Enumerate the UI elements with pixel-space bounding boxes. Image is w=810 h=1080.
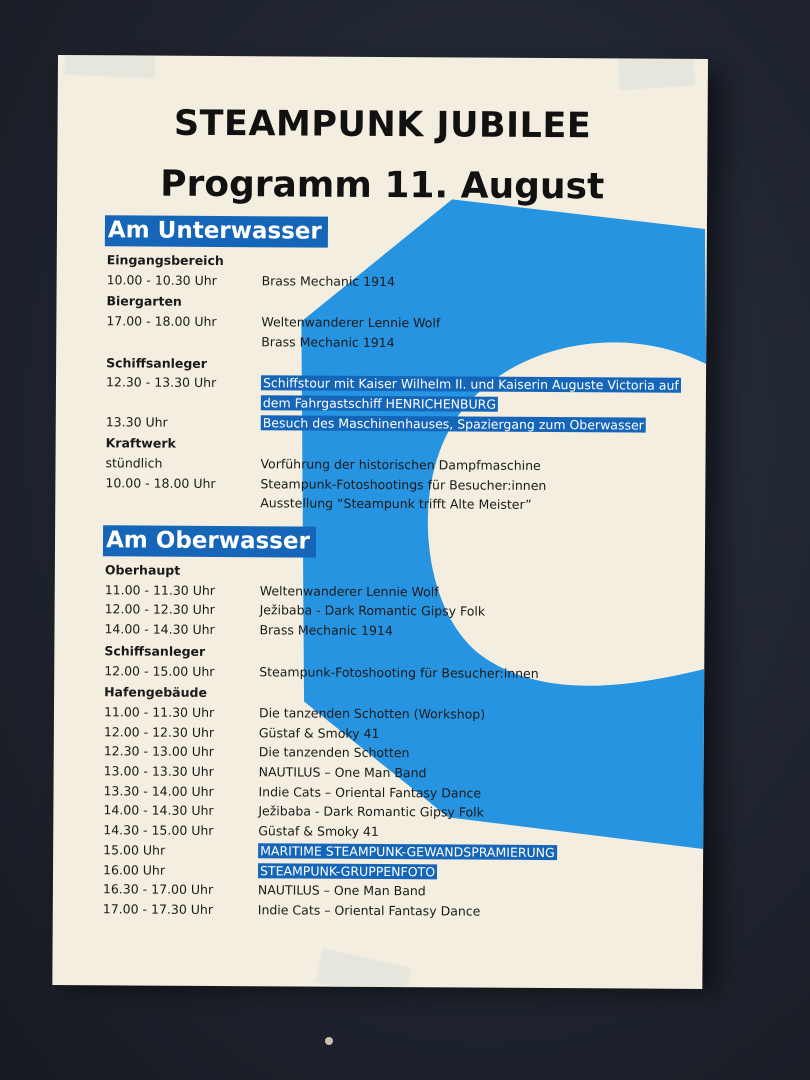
time-label: 12.30 - 13.30 Uhr — [105, 374, 217, 391]
section-heading: Am Unterwasser — [105, 215, 328, 247]
time-label: 12.00 - 12.30 Uhr — [104, 601, 215, 618]
time-label: 11.00 - 11.30 Uhr — [104, 581, 215, 598]
event-text: Güstaf & Smoky 41 — [258, 724, 380, 741]
location-label: Kraftwerk — [105, 435, 176, 452]
event-label — [259, 745, 410, 762]
time-label: 13.30 - 14.00 Uhr — [103, 782, 214, 799]
event-text: Steampunk-Fotoshooting für Besucher:innen — [259, 663, 539, 681]
time-label: 16.00 Uhr — [102, 861, 166, 878]
event-label — [261, 314, 440, 331]
tape-top-right — [617, 55, 696, 91]
event-label — [259, 705, 485, 722]
time-label: 15.00 Uhr — [103, 842, 166, 858]
event-text: Die tanzenden Schotten (Workshop) — [258, 705, 486, 722]
event-text: Brass Mechanic 1914 — [261, 334, 395, 350]
event-text: Steampunk-Fotoshootings für Besucher:innen — [260, 475, 547, 493]
event-label — [258, 823, 379, 840]
event-label — [260, 603, 486, 620]
event-text: Weltenwanderer Lennie Wolf — [259, 582, 439, 600]
time-label: 11.00 - 11.30 Uhr — [103, 704, 215, 720]
event-text: STEAMPUNK-GRUPPENFOTO — [259, 862, 436, 879]
time-label: 16.30 - 17.00 Uhr — [102, 881, 214, 898]
event-text: NAUTILUS – One Man Band — [257, 882, 426, 899]
time-label: 13.00 - 13.30 Uhr — [103, 763, 214, 779]
time-label: 17.00 - 17.30 Uhr — [102, 901, 214, 917]
event-text: NAUTILUS – One Man Band — [258, 764, 427, 781]
event-text: Brass Mechanic 1914 — [261, 272, 396, 289]
event-text: Besuch des Maschinenhauses, Spaziergang zum Oberwasser — [262, 414, 644, 433]
event-label — [258, 784, 481, 801]
event-label — [260, 456, 540, 474]
time-label: 14.00 - 14.30 Uhr — [104, 621, 215, 638]
time-label: 14.00 - 14.30 Uhr — [103, 802, 214, 819]
event-label — [260, 583, 439, 600]
event-text: Ježibaba - Dark Romantic Gipsy Folk — [258, 803, 484, 821]
location-label: Schiffsanleger — [106, 354, 208, 371]
event-text: Ausstellung “Steampunk trifft Alte Meister” — [260, 495, 532, 513]
event-text: Güstaf & Smoky 41 — [258, 823, 379, 840]
location-label: Oberhaupt — [104, 562, 181, 578]
event-label — [258, 804, 484, 821]
pin — [325, 1037, 333, 1045]
event-text: Indie Cats – Oriental Fantasy Dance — [258, 783, 482, 801]
location-label: Eingangsbereich — [106, 252, 224, 269]
time-label: 14.30 - 15.00 Uhr — [103, 822, 214, 839]
event-text: MARITIME STEAMPUNK-GEWANDSPRAMIERUNG — [260, 843, 555, 860]
time-label: stündlich — [105, 455, 163, 471]
event-label — [260, 496, 531, 514]
time-label: 13.30 Uhr — [105, 413, 168, 430]
event-label — [261, 334, 394, 351]
event-text: dem Fahrgastschiff HENRICHENBURG — [262, 395, 497, 412]
poster-subtitle: Programm 11. August — [160, 163, 605, 208]
poster-title: STEAMPUNK JUBILEE — [173, 103, 592, 147]
poster-content — [52, 55, 708, 989]
section-heading: Am Oberwasser — [103, 525, 316, 557]
event-label — [258, 843, 557, 861]
time-label: 10.00 - 10.30 Uhr — [106, 271, 217, 288]
event-label — [258, 882, 426, 899]
event-label — [259, 622, 392, 639]
event-label — [259, 725, 380, 742]
event-text: Indie Cats – Oriental Fantasy Dance — [257, 902, 481, 919]
event-label — [260, 476, 546, 494]
time-label: 12.00 - 12.30 Uhr — [103, 723, 215, 740]
time-label: 12.30 - 13.00 Uhr — [103, 743, 215, 760]
tape-top-left — [63, 55, 156, 79]
event-label — [261, 415, 646, 433]
event-text: Schiffstour mit Kaiser Wilhelm II. und Kaiserin Auguste Victoria auf — [262, 375, 679, 393]
event-label — [258, 863, 437, 880]
event-text: Ježibaba - Dark Romantic Gipsy Folk — [259, 602, 486, 620]
time-label: 10.00 - 18.00 Uhr — [105, 474, 216, 491]
event-text: Vorführung der historischen Dampfmaschine — [260, 456, 541, 473]
event-text: Die tanzenden Schotten — [258, 744, 410, 761]
time-label: 17.00 - 18.00 Uhr — [106, 313, 217, 330]
poster — [52, 55, 708, 989]
event-text: Brass Mechanic 1914 — [259, 622, 393, 639]
location-label: Hafengebäude — [104, 684, 208, 701]
event-label — [259, 764, 427, 781]
event-label — [258, 902, 481, 919]
location-label: Schiffsanleger — [104, 643, 206, 659]
event-label — [262, 273, 395, 290]
time-label: 12.00 - 15.00 Uhr — [104, 662, 215, 679]
event-text: Weltenwanderer Lennie Wolf — [261, 314, 441, 331]
location-label: Biergarten — [106, 293, 182, 310]
event-label — [261, 395, 498, 412]
event-label — [261, 375, 681, 394]
event-label — [259, 664, 539, 682]
